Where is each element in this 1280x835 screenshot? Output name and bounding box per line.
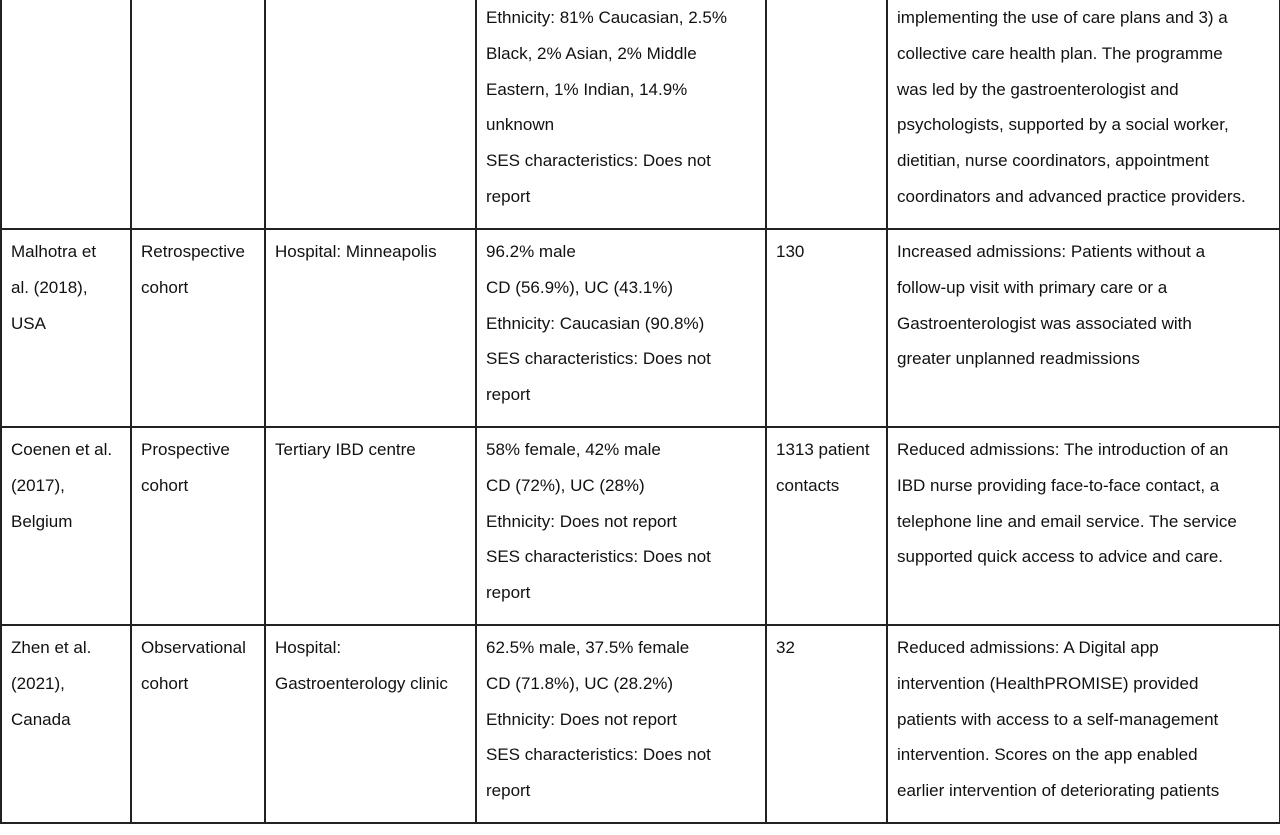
cell-design [131,0,265,229]
cell-text-line: SES characteristics: Does not [486,349,711,369]
cell-text-line: Observational [141,638,246,657]
cell-text-line: CD (72%), UC (28%) [486,475,645,495]
cell-text-line: report [486,385,531,405]
cell-text-line: Gastroenterologist was associated with [897,313,1192,333]
table-row [1,427,1280,625]
cell-text-line: Ethnicity: Caucasian (90.8%) [486,313,705,333]
cell-text-line: CD (71.8%), UC (28.2%) [486,673,674,693]
cell-setting [265,0,476,229]
cell-text-line: Increased admissions: Patients without a [897,242,1206,261]
cell-text-line: SES characteristics: Does not [486,547,711,567]
cell-text-line: Ethnicity: Does not report [486,511,677,531]
cell-text-line: Gastroenterology clinic [275,673,448,693]
cell-text-line: SES characteristics: Does not [486,745,711,765]
table-body [1,0,1280,823]
cell-sample [766,229,887,427]
cell-sample [766,427,887,625]
cell-study [1,625,131,823]
cell-text-line: contacts [776,475,840,495]
table-row [1,625,1280,823]
cell-text-line: Canada [11,709,71,729]
cell-outcome [887,0,1280,229]
cell-text-line: Zhen et al. [11,638,92,657]
cell-text-line: cohort [141,475,189,495]
cell-text-line: Belgium [11,511,73,531]
cell-text-line: 130 [776,242,805,261]
cell-text-line: 1313 patient [776,440,870,459]
cell-text-line: report [486,186,531,206]
cell-text-line: report [486,583,531,603]
cell-sample [766,0,887,229]
cell-design [131,427,265,625]
cell-design [131,625,265,823]
cell-outcome [887,625,1280,823]
cell-text-line: (2021), [11,673,65,693]
table-row [1,0,1280,229]
cell-text-line: Reduced admissions: A Digital app [897,638,1159,657]
cell-study [1,0,131,229]
cell-text-line: telephone line and email service. The service [897,511,1237,531]
cell-text-line: 32 [776,638,795,657]
cell-text-line: IBD nurse providing face-to-face contact, a [897,475,1220,495]
cell-text-line: unknown [486,115,555,135]
cell-text-line: psychologists, supported by a social worker, [897,115,1229,135]
cell-outcome [887,229,1280,427]
cell-text-line: was led by the gastroenterologist and [897,79,1179,99]
cell-text-line: (2017), [11,475,65,495]
cell-text-line: Retrospective [141,242,245,261]
cell-text-line: follow-up visit with primary care or a [897,277,1168,297]
cell-text-line: Reduced admissions: The introduction of an [897,440,1229,459]
cell-text-line: dietitian, nurse coordinators, appointment [897,151,1209,171]
cell-population [476,0,766,229]
cell-text-line: Hospital: Minneapolis [275,242,437,261]
cell-text-line: Ethnicity: 81% Caucasian, 2.5% [486,8,727,27]
cell-text-line: report [486,781,531,801]
cell-setting [265,229,476,427]
cell-text-line: intervention (HealthPROMISE) provided [897,673,1199,693]
cell-text-line: earlier intervention of deteriorating patients [897,781,1220,801]
cell-text-line: cohort [141,277,189,297]
cell-text-line: supported quick access to advice and care. [897,547,1224,567]
cell-text-line: Malhotra et [11,242,97,261]
cell-setting [265,427,476,625]
cell-study [1,229,131,427]
cell-text-line: Black, 2% Asian, 2% Middle [486,43,697,63]
cell-text-line: al. (2018), [11,277,88,297]
cell-text-line: greater unplanned readmissions [897,349,1140,369]
cell-design [131,229,265,427]
cell-setting [265,625,476,823]
cell-text-line: Tertiary IBD centre [275,440,416,459]
cell-population [476,229,766,427]
cell-text-line: Ethnicity: Does not report [486,709,677,729]
cell-text-line: USA [11,313,46,333]
cell-text-line: intervention. Scores on the app enabled [897,745,1198,765]
cell-text-line: patients with access to a self-management [897,709,1219,729]
cell-text-line: collective care health plan. The programme [897,43,1223,63]
cell-text-line: coordinators and advanced practice providers. [897,186,1246,206]
cell-text-line: Coenen et al. [11,440,113,459]
cell-text-line: 62.5% male, 37.5% female [486,638,690,657]
cell-study [1,427,131,625]
cell-text-line: implementing the use of care plans and 3) a [897,8,1228,27]
cell-text-line: 58% female, 42% male [486,440,661,459]
cell-text-line: Eastern, 1% Indian, 14.9% [486,79,688,99]
cell-text-line: Hospital: [275,638,342,657]
cell-text-line: CD (56.9%), UC (43.1%) [486,277,674,297]
cell-text-line: 96.2% male [486,242,576,261]
cell-text-line: Prospective [141,440,230,459]
cell-outcome [887,427,1280,625]
cell-text-line: cohort [141,673,189,693]
cell-sample [766,625,887,823]
cell-population [476,427,766,625]
cell-population [476,625,766,823]
table-row [1,229,1280,427]
cell-text-line: SES characteristics: Does not [486,151,711,171]
